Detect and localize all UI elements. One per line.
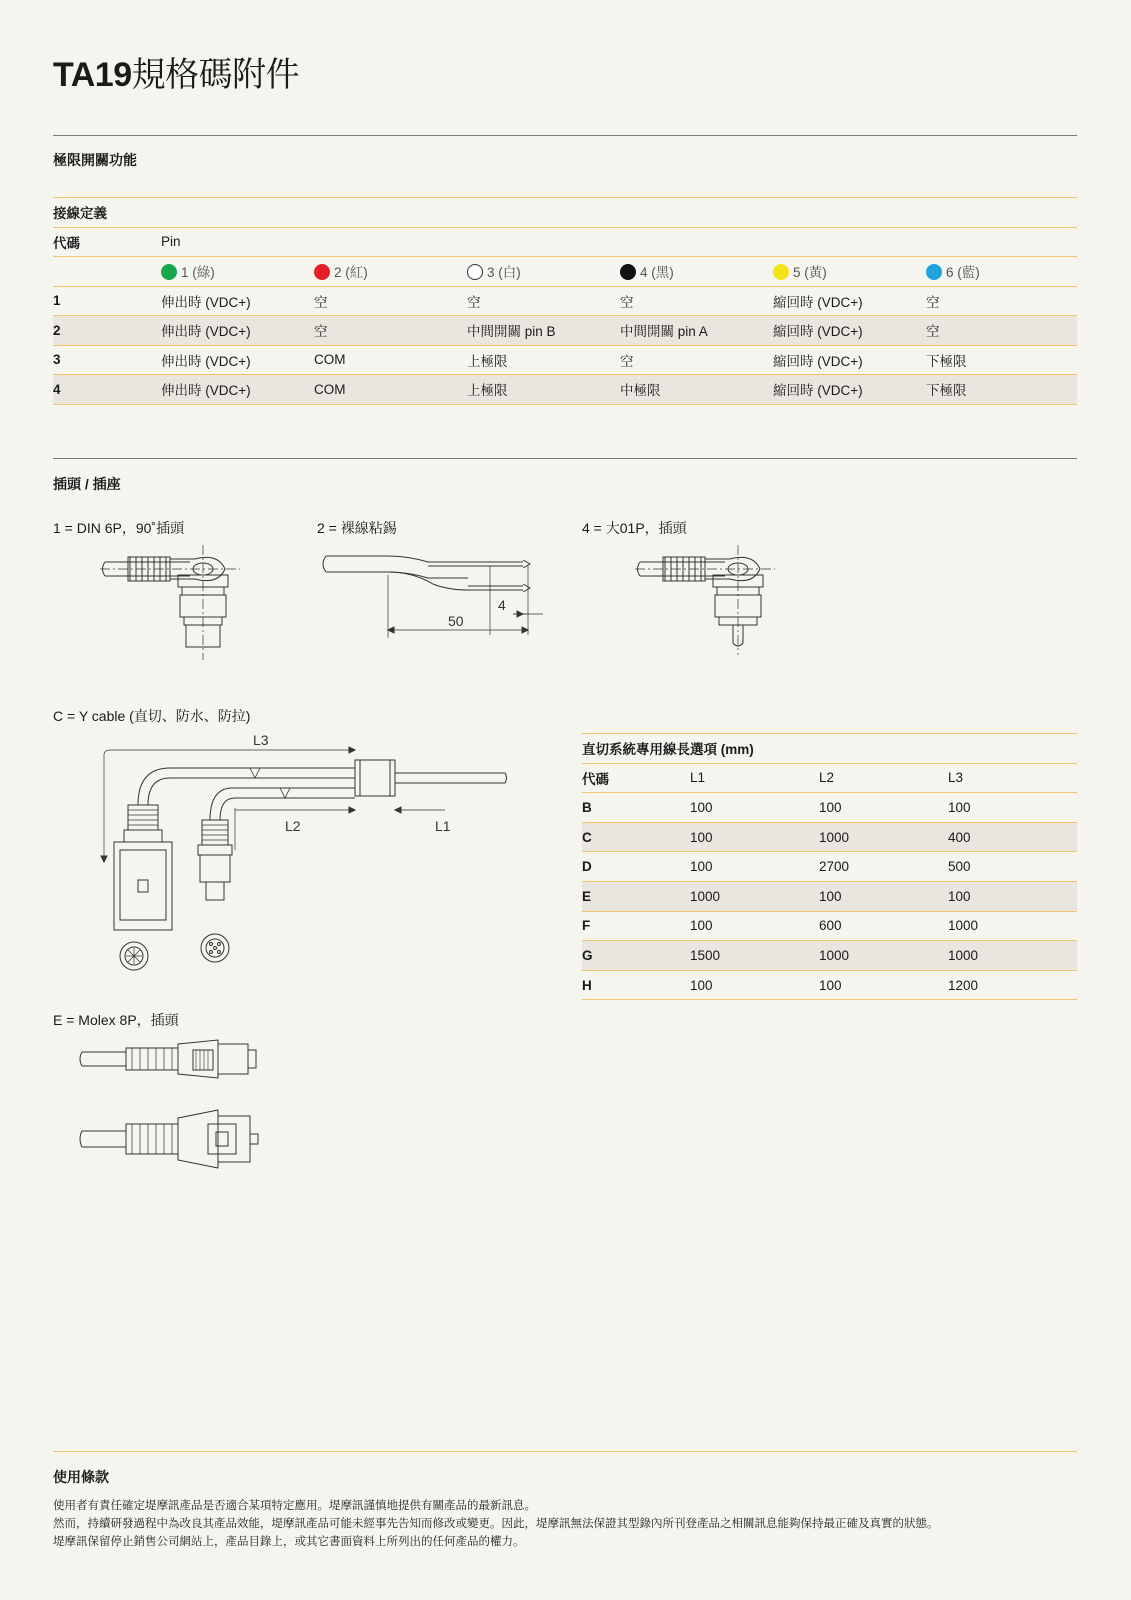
table-row: C 100 1000 400 <box>582 822 1077 852</box>
din-plug-label: 1 = DIN 6P，90˚插頭 <box>53 520 185 536</box>
length-options-table <box>582 733 1077 1000</box>
ycable-label: C = Y cable (直切、防水、防拉) <box>53 708 251 724</box>
din-plug-drawing <box>100 545 250 675</box>
yellow-dot-icon <box>773 264 789 280</box>
bare-wire-drawing <box>318 550 548 650</box>
white-dot-icon <box>467 264 483 280</box>
bare-wire-label: 2 = 裸線粘錫 <box>317 520 397 536</box>
ycable-drawing <box>90 730 510 980</box>
table-header-row: 代碼 L1 L2 L3 <box>582 763 1077 793</box>
wiring-title: 接線定義 <box>53 198 1077 228</box>
code-header: 代碼 <box>53 227 161 257</box>
table-row: 3 伸出時 (VDC+) COM 上極限 空 縮回時 (VDC+) 下極限 <box>53 345 1077 375</box>
divider <box>53 1451 1077 1452</box>
red-dot-icon <box>314 264 330 280</box>
dim-L3-label: L3 <box>253 732 269 748</box>
molex-drawing <box>78 1036 268 1176</box>
terms-line: 堤摩訊保留停止銷售公司網站上，產品目錄上，或其它書面資料上所列出的任何產品的權力。 <box>53 1536 525 1548</box>
pin-legend-row: 1 (綠) 2 (紅) 3 (白) 4 (黑) 5 (黃) 6 (藍) <box>53 257 1077 287</box>
pin-header: Pin <box>161 227 1077 257</box>
table-row: F 100 600 1000 <box>582 911 1077 941</box>
terms-line: 然而，持續研發過程中為改良其產品效能，堤摩訊產品可能未經事先告知而修改或變更。因此，堤摩訊無法保證其型錄內所刊登產品之相關訊息能夠保持最正確及真實的狀態。 <box>53 1518 939 1530</box>
table-row: G 1500 1000 1000 <box>582 941 1077 971</box>
big-plug-label: 4 = 大01P，插頭 <box>582 520 687 536</box>
dim-4-label: 4 <box>498 597 506 613</box>
terms-body <box>53 1497 1077 1551</box>
page-title: TA19規格碼附件 <box>53 56 300 94</box>
big-plug-drawing <box>635 545 785 665</box>
molex-label: E = Molex 8P，插頭 <box>53 1012 179 1028</box>
terms-line: 使用者有責任確定堤摩訊產品是否適合某項特定應用。堤摩訊謹慎地提供有關產品的最新訊息。 <box>53 1500 536 1512</box>
table-row: 1 伸出時 (VDC+) 空 空 空 縮回時 (VDC+) 空 <box>53 286 1077 316</box>
divider <box>53 458 1077 459</box>
table-row: D 100 2700 500 <box>582 852 1077 882</box>
green-dot-icon <box>161 264 177 280</box>
table-row: E 1000 100 100 <box>582 881 1077 911</box>
dim-50-label: 50 <box>448 613 464 629</box>
divider <box>53 135 1077 136</box>
blue-dot-icon <box>926 264 942 280</box>
terms-title: 使用條款 <box>53 1469 109 1485</box>
table-row: 2 伸出時 (VDC+) 空 中間開關 pin B 中間開關 pin A 縮回時 (VDC+) 空 <box>53 316 1077 346</box>
section-title-limit: 極限開關功能 <box>53 152 137 168</box>
section-title-plugs: 插頭 / 插座 <box>53 476 121 492</box>
dim-L2-label: L2 <box>285 818 301 834</box>
black-dot-icon <box>620 264 636 280</box>
length-table-title: 直切系統專用線長選項 (mm) <box>582 734 1077 764</box>
table-row: H 100 100 1200 <box>582 970 1077 1000</box>
dim-L1-label: L1 <box>435 818 451 834</box>
table-row: B 100 100 100 <box>582 793 1077 823</box>
table-row: 4 伸出時 (VDC+) COM 上極限 中極限 縮回時 (VDC+) 下極限 <box>53 375 1077 405</box>
wiring-table <box>53 197 1077 405</box>
